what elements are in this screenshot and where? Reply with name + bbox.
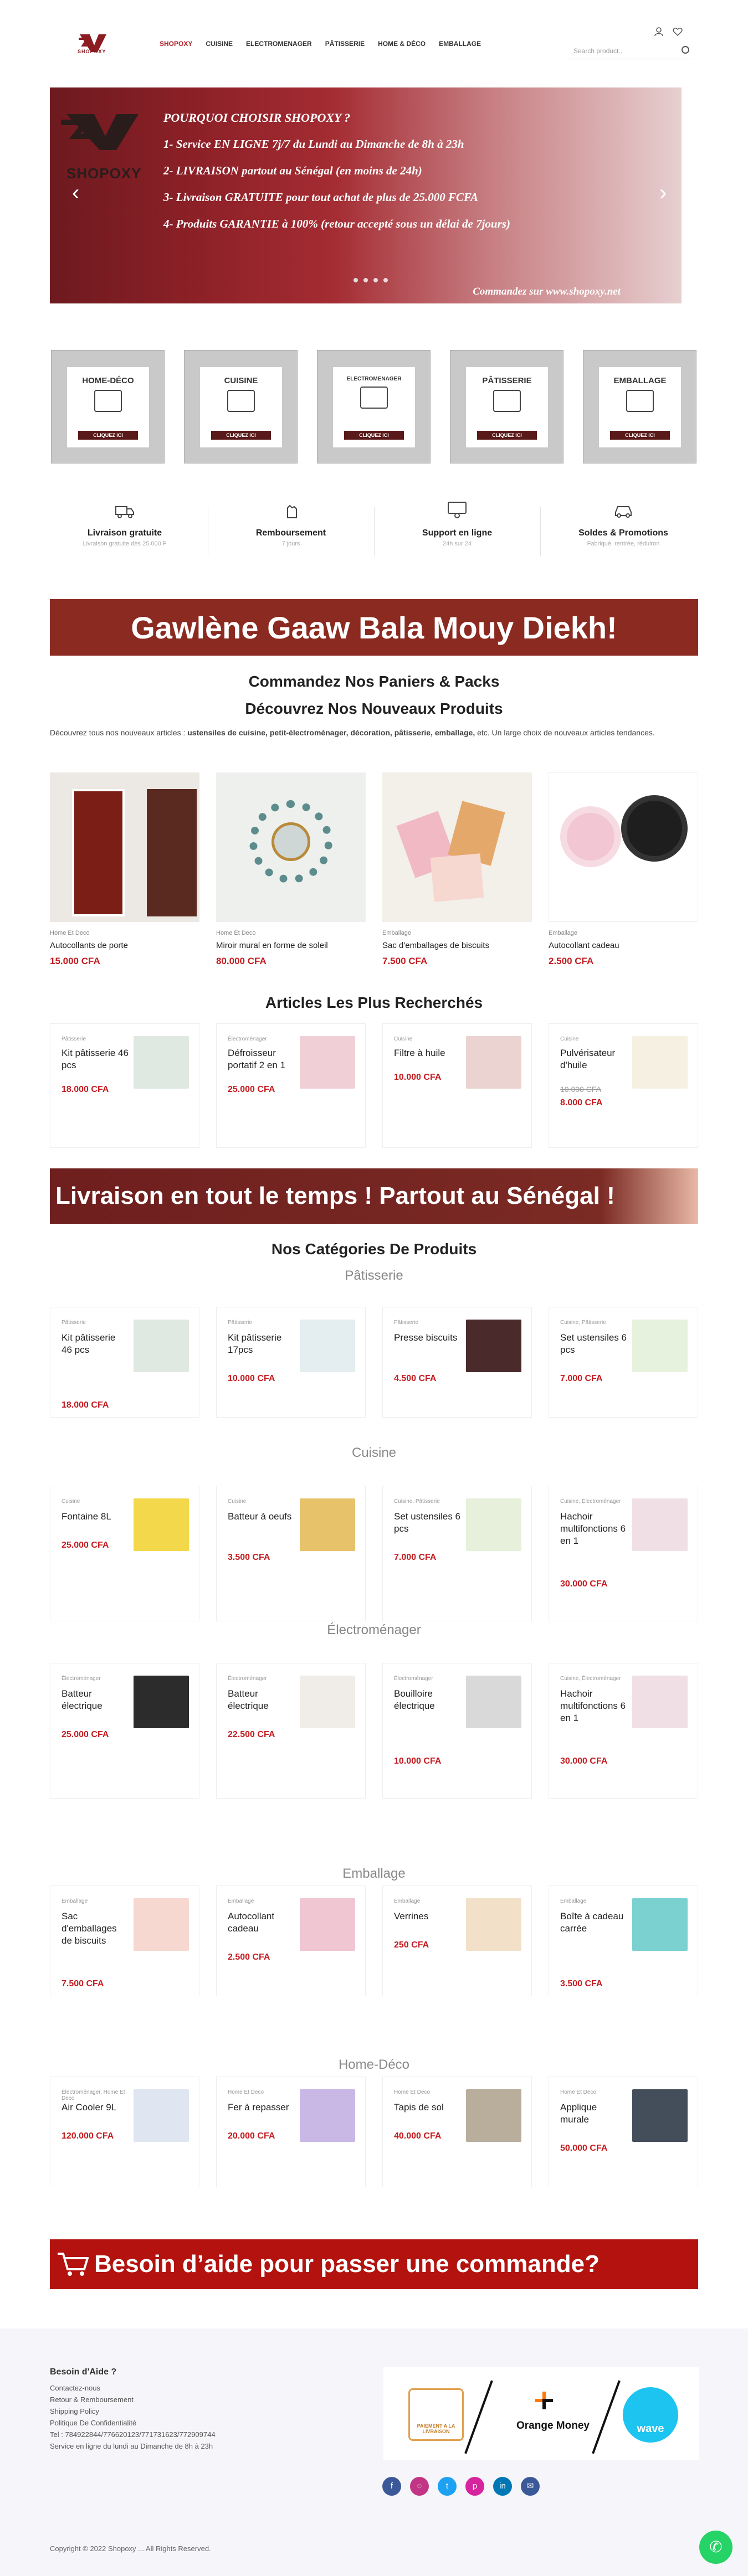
slider-dot[interactable] xyxy=(353,278,358,282)
slider-dot[interactable] xyxy=(373,278,378,282)
product-price: 7.500 CFA xyxy=(62,1979,104,1988)
product-category: Emballage xyxy=(228,1898,254,1904)
kitchen-icon xyxy=(227,390,255,412)
search-icon[interactable] xyxy=(682,46,689,54)
product-image[interactable] xyxy=(632,1676,688,1728)
tile-label: HOME-DÉCO xyxy=(82,376,134,385)
product-image[interactable] xyxy=(300,2089,355,2142)
user-icon[interactable] xyxy=(654,27,664,37)
product-price: 20.000 CFA xyxy=(228,2131,275,2141)
box-icon xyxy=(626,390,654,412)
product-category: Pâtisserie xyxy=(228,1320,252,1326)
product-price: 15.000 CFA xyxy=(50,956,100,966)
desc-text: Découvrez tous nos nouveaux articles : xyxy=(50,728,188,737)
product-name[interactable]: Sac d'emballages de biscuits xyxy=(62,1911,117,1946)
product-category: Électroménager xyxy=(228,1036,267,1042)
footer-hours: Service en ligne du lundi au Dimanche de 8h à 23h xyxy=(50,2442,213,2450)
search-input[interactable] xyxy=(568,43,693,59)
product-category: Cuisine xyxy=(394,1036,413,1042)
product-category: Électroménager xyxy=(394,1676,433,1682)
product-card[interactable] xyxy=(382,1885,532,1996)
hero-title: POURQUOI CHOISIR SHOPOXY ? xyxy=(163,111,351,125)
hero-line: 2- LIVRAISON partout au Sénégal (en moins de 24h) xyxy=(163,164,422,177)
product-category: Emballage xyxy=(62,1898,88,1904)
product-category: Emballage xyxy=(560,1898,587,1904)
product-price: 7.000 CFA xyxy=(394,1553,437,1562)
banner-text: Besoin d’aide pour passer une commande? xyxy=(94,2250,600,2278)
product-card[interactable] xyxy=(50,1307,199,1418)
feature-title: Support en ligne xyxy=(422,528,493,538)
wave-logo: wave xyxy=(623,2387,678,2443)
next-arrow-icon[interactable]: › xyxy=(659,181,667,205)
hero-slider[interactable] xyxy=(50,87,682,303)
slider-dot[interactable] xyxy=(363,278,368,282)
product-price: 10.000 CFA xyxy=(394,1073,442,1082)
product-price: 10.000 CFA xyxy=(228,1374,275,1383)
product-image[interactable] xyxy=(134,1320,189,1372)
product-card[interactable] xyxy=(216,1307,366,1418)
product-name[interactable]: Sac d'emballages de biscuits xyxy=(382,941,489,950)
product-image[interactable] xyxy=(134,1676,189,1728)
product-name[interactable]: Fontaine 8L xyxy=(62,1511,111,1522)
product-image[interactable] xyxy=(549,772,698,922)
tile-label: CUISINE xyxy=(224,376,258,385)
product-card[interactable] xyxy=(382,1023,532,1148)
product-price: 250 CFA xyxy=(394,1940,429,1950)
product-name[interactable]: Applique murale xyxy=(560,2102,597,2125)
product-image[interactable] xyxy=(134,1898,189,1951)
product-card[interactable] xyxy=(549,2077,698,2187)
product-name[interactable]: Set ustensiles 6 pcs xyxy=(394,1511,461,1534)
product-card[interactable] xyxy=(50,772,199,983)
banner-text: Livraison en tout le temps ! Partout au Sénégal ! xyxy=(55,1182,615,1209)
product-image[interactable] xyxy=(466,1898,521,1951)
hero-logo-icon xyxy=(61,109,144,153)
tile-button[interactable]: CLIQUEZ ICI xyxy=(78,431,138,440)
product-category: Home Et Deco xyxy=(394,2089,431,2095)
product-image[interactable] xyxy=(632,1498,688,1551)
product-price: 18.000 CFA xyxy=(62,1400,109,1410)
main-nav xyxy=(160,40,494,48)
car-icon xyxy=(612,501,634,520)
product-category: Emballage xyxy=(549,930,577,936)
product-card[interactable] xyxy=(382,1486,532,1621)
product-category: Cuisine, Électroménager xyxy=(560,1498,621,1505)
tile-button[interactable]: CLIQUEZ ICI xyxy=(610,431,670,440)
product-category: Home Et Deco xyxy=(228,2089,264,2095)
category-group-title: Électroménager xyxy=(327,1622,421,1637)
tile-label: EMBALLAGE xyxy=(613,376,667,385)
product-price: 22.500 CFA xyxy=(228,1730,275,1739)
feature-title: Livraison gratuite xyxy=(87,528,162,538)
new-products-title: Découvrez Nos Nouveaux Produits xyxy=(245,700,503,717)
product-card[interactable] xyxy=(216,1486,366,1621)
cake-icon xyxy=(493,390,521,412)
product-price: 3.500 CFA xyxy=(228,1553,270,1562)
product-price: 2.500 CFA xyxy=(549,956,594,966)
logo-text: SHOPOXY xyxy=(78,49,106,54)
feature-delivery xyxy=(44,501,205,562)
slider-dot[interactable] xyxy=(383,278,388,282)
header-icons xyxy=(654,27,683,37)
product-image[interactable] xyxy=(382,772,532,922)
hero-footer: Commandez sur www.shopoxy.net xyxy=(473,286,621,297)
product-card[interactable] xyxy=(216,772,366,983)
product-image[interactable] xyxy=(50,772,199,922)
product-category: Électroménager xyxy=(228,1676,267,1682)
product-name[interactable]: Défroisseur portatif 2 en 1 xyxy=(228,1048,285,1070)
nav-electromenager[interactable]: ELECTROMENAGER xyxy=(246,40,312,48)
category-group-title: Cuisine xyxy=(351,1445,397,1460)
product-image[interactable] xyxy=(632,1898,688,1951)
product-category: Home Et Deco xyxy=(50,930,90,936)
product-name[interactable]: Kit pâtisserie 17pcs xyxy=(228,1332,282,1355)
product-image[interactable] xyxy=(466,1036,521,1089)
product-category: Pâtisserie xyxy=(394,1320,418,1326)
product-price: 30.000 CFA xyxy=(560,1756,608,1766)
product-category: Home Et Deco xyxy=(216,930,256,936)
payment-methods xyxy=(383,2367,699,2460)
search-placeholder: Search product.. xyxy=(573,47,623,55)
nav-shopoxy[interactable]: SHOPOXY xyxy=(160,40,193,48)
category-tile-patisserie[interactable] xyxy=(450,350,563,463)
footer-link-contact[interactable]: Contactez-nous xyxy=(50,2384,101,2392)
product-card[interactable] xyxy=(50,1486,199,1621)
product-category: Emballage xyxy=(382,930,411,936)
product-image[interactable] xyxy=(632,1320,688,1372)
product-name[interactable]: Hachoir multifonctions 6 en 1 xyxy=(560,1688,626,1723)
feature-subtitle: 7 jours xyxy=(281,540,300,547)
product-card[interactable] xyxy=(216,1023,366,1148)
product-image[interactable] xyxy=(466,2089,521,2142)
tile-label: ELECTROMENAGER xyxy=(346,376,402,382)
product-card[interactable] xyxy=(216,2077,366,2187)
product-card[interactable] xyxy=(382,772,532,983)
product-price: 7.500 CFA xyxy=(382,956,428,966)
slider-dots xyxy=(353,278,388,282)
appliance-icon xyxy=(360,387,388,409)
truck-icon xyxy=(114,501,136,520)
category-group-title: Home-Déco xyxy=(338,2057,410,2072)
product-name[interactable]: Pulvérisateur d'huile xyxy=(560,1048,616,1070)
product-image[interactable] xyxy=(632,1036,688,1089)
category-group-title: Emballage xyxy=(342,1866,406,1881)
product-image[interactable] xyxy=(300,1320,355,1372)
feature-refund xyxy=(211,501,371,562)
product-image[interactable] xyxy=(134,1036,189,1089)
product-card[interactable] xyxy=(50,2077,199,2187)
share-icon[interactable]: ✉ xyxy=(521,2477,540,2496)
product-name[interactable]: Batteur électrique xyxy=(62,1688,103,1711)
hand-icon xyxy=(280,501,302,520)
product-category: Emballage xyxy=(394,1898,421,1904)
product-price: 2.500 CFA xyxy=(228,1952,270,1962)
category-group-title: Pâtisserie xyxy=(345,1268,403,1283)
product-name[interactable]: Miroir mural en forme de soleil xyxy=(216,941,328,950)
product-old-price: 10.000 CFA xyxy=(560,1085,601,1094)
facebook-icon[interactable]: f xyxy=(382,2477,401,2496)
category-tile-electromenager[interactable] xyxy=(317,350,431,463)
product-category: Cuisine, Pâtisserie xyxy=(560,1320,606,1326)
product-name[interactable]: Batteur à oeufs xyxy=(228,1511,292,1522)
desc-text: etc. Un large choix de nouveaux articles tendances. xyxy=(475,728,655,737)
pinterest-icon[interactable]: p xyxy=(465,2477,484,2496)
product-category: Pâtisserie xyxy=(62,1036,86,1042)
product-image[interactable] xyxy=(300,1036,355,1089)
feature-divider xyxy=(540,507,541,557)
site-header xyxy=(0,0,748,83)
product-card[interactable] xyxy=(549,1023,698,1148)
product-card[interactable] xyxy=(50,1885,199,1996)
product-category: Pâtisserie xyxy=(62,1320,86,1326)
product-price: 3.500 CFA xyxy=(560,1979,603,1988)
category-tile-emballage[interactable] xyxy=(583,350,696,463)
product-card[interactable] xyxy=(382,1663,532,1799)
orange-money-logo: Orange Money xyxy=(516,2420,590,2431)
footer-link-privacy[interactable]: Politique De Confidentialité xyxy=(50,2419,137,2427)
product-price: 4.500 CFA xyxy=(394,1374,437,1383)
cash-on-delivery-logo: PAIEMENT A LA LIVRAISON xyxy=(408,2388,464,2441)
product-card[interactable] xyxy=(216,1885,366,1996)
product-name[interactable]: Verrines xyxy=(394,1911,429,1921)
instagram-icon[interactable]: ◌ xyxy=(410,2477,429,2496)
feature-support xyxy=(377,501,537,562)
product-card[interactable] xyxy=(216,1663,366,1799)
product-category: Cuisine, Électroménager xyxy=(560,1676,621,1682)
searched-title: Articles Les Plus Recherchés xyxy=(265,994,483,1011)
product-price: 25.000 CFA xyxy=(62,1541,109,1550)
packs-title: Commandez Nos Paniers & Packs xyxy=(248,673,500,690)
nav-patisserie[interactable]: PÂTISSERIE xyxy=(325,40,365,48)
feature-subtitle: Fabriqué, rentrée, réduiron xyxy=(587,540,660,547)
category-tile-cuisine[interactable] xyxy=(184,350,298,463)
feature-divider xyxy=(374,507,375,557)
product-name[interactable]: Autocollants de porte xyxy=(50,941,128,950)
product-name[interactable]: Tapis de sol xyxy=(394,2102,444,2113)
cart-icon xyxy=(55,2250,89,2278)
delivery-banner xyxy=(50,1168,698,1224)
product-image[interactable] xyxy=(300,1898,355,1951)
product-category: Électroménager, Home Et Deco xyxy=(62,2089,125,2101)
product-name[interactable]: Fer à repasser xyxy=(228,2102,289,2113)
product-name[interactable]: Air Cooler 9L xyxy=(62,2102,117,2113)
footer-link-shipping[interactable]: Shipping Policy xyxy=(50,2407,99,2415)
nav-emballage[interactable]: EMBALLAGE xyxy=(439,40,481,48)
promo-banner xyxy=(50,599,698,656)
product-name[interactable]: Boîte à cadeau carrée xyxy=(560,1911,624,1934)
help-title: Besoin d'Aide ? xyxy=(50,2367,117,2377)
product-name[interactable]: Set ustensiles 6 pcs xyxy=(560,1332,627,1355)
product-name[interactable]: Filtre à huile xyxy=(394,1048,445,1058)
product-category: Électroménager xyxy=(62,1676,101,1682)
heart-icon[interactable] xyxy=(673,27,683,37)
tile-button[interactable]: CLIQUEZ ICI xyxy=(344,431,404,440)
product-image[interactable] xyxy=(300,1676,355,1728)
feature-subtitle: 24h sur 24 xyxy=(443,540,472,547)
product-image[interactable] xyxy=(134,2089,189,2142)
linkedin-icon[interactable]: in xyxy=(493,2477,512,2496)
hero-line: 4- Produits GARANTIE à 100% (retour accepté sous un délai de 7jours) xyxy=(163,217,510,230)
feature-sales xyxy=(543,501,704,562)
product-image[interactable] xyxy=(300,1498,355,1551)
product-category: Cuisine, Pâtisserie xyxy=(394,1498,440,1505)
nav-home-deco[interactable]: HOME & DÉCO xyxy=(378,40,426,48)
tile-button[interactable]: CLIQUEZ ICI xyxy=(477,431,537,440)
footer-link-refund[interactable]: Retour & Remboursement xyxy=(50,2395,134,2404)
category-tile-home-deco[interactable] xyxy=(51,350,165,463)
product-price: 30.000 CFA xyxy=(560,1579,608,1589)
product-image[interactable] xyxy=(216,772,366,922)
product-price: 18.000 CFA xyxy=(62,1085,109,1094)
product-category: Cuisine xyxy=(62,1498,80,1505)
prev-arrow-icon[interactable]: ‹ xyxy=(72,181,80,205)
copyright: Copyright © 2022 Shopoxy ... All Rights Reserved. xyxy=(50,2544,211,2553)
tile-button[interactable]: CLIQUEZ ICI xyxy=(211,431,271,440)
banner-text: Gawlène Gaaw Bala Mouy Diekh! xyxy=(131,610,617,645)
product-card[interactable] xyxy=(50,1663,199,1799)
product-price: 8.000 CFA xyxy=(560,1098,603,1107)
product-category: Cuisine xyxy=(228,1498,247,1505)
product-category: Home Et Deco xyxy=(560,2089,597,2095)
footer-phone: Tel : 784922844/776620123/771731623/772909744 xyxy=(50,2430,216,2439)
product-name[interactable]: Kit pâtisserie 46 pcs xyxy=(62,1048,129,1070)
categories-title: Nos Catégories De Produits xyxy=(271,1240,477,1258)
new-products-description xyxy=(50,727,698,739)
desc-bold: ustensiles de cuisine, petit-électroménager, décoration, pâtisserie, emballage, xyxy=(187,728,475,737)
product-image[interactable] xyxy=(466,1676,521,1728)
feature-title: Soldes & Promotions xyxy=(578,528,668,538)
help-banner xyxy=(50,2239,698,2289)
hero-brand: SHOPOXY xyxy=(66,165,142,182)
product-card[interactable] xyxy=(549,772,698,983)
divider-slash xyxy=(592,2381,621,2454)
product-name[interactable]: Bouilloire électrique xyxy=(394,1688,435,1711)
product-name[interactable]: Kit pâtisserie 46 pcs xyxy=(62,1332,116,1355)
product-image[interactable] xyxy=(466,1498,521,1551)
product-card[interactable] xyxy=(549,1486,698,1621)
orange-arrows-icon xyxy=(533,2389,555,2412)
whatsapp-icon[interactable]: ✆ xyxy=(699,2531,732,2564)
product-price: 120.000 CFA xyxy=(62,2131,114,2141)
product-name[interactable]: Presse biscuits xyxy=(394,1332,458,1343)
product-image[interactable] xyxy=(466,1320,521,1372)
nav-cuisine[interactable]: CUISINE xyxy=(206,40,233,48)
product-card[interactable] xyxy=(549,1885,698,1996)
product-name[interactable]: Batteur électrique xyxy=(228,1688,269,1711)
product-price: 10.000 CFA xyxy=(394,1756,442,1766)
feature-title: Remboursement xyxy=(255,528,326,538)
chat-support-icon xyxy=(446,501,468,520)
product-name[interactable]: Autocollant cadeau xyxy=(549,941,619,950)
product-card[interactable] xyxy=(50,1023,199,1148)
product-card[interactable] xyxy=(382,2077,532,2187)
twitter-icon[interactable]: t xyxy=(438,2477,457,2496)
product-price: 25.000 CFA xyxy=(62,1730,109,1739)
product-card[interactable] xyxy=(549,1307,698,1418)
feature-subtitle: Livraison gratuite dès 25.000 F xyxy=(83,540,167,547)
divider-slash xyxy=(464,2381,493,2454)
product-price: 80.000 CFA xyxy=(216,956,267,966)
sofa-icon xyxy=(94,390,122,412)
product-name[interactable]: Hachoir multifonctions 6 en 1 xyxy=(560,1511,626,1546)
product-image[interactable] xyxy=(134,1498,189,1551)
product-price: 25.000 CFA xyxy=(228,1085,275,1094)
hero-line: 3- Livraison GRATUITE pour tout achat de plus de 25.000 FCFA xyxy=(163,190,479,204)
product-price: 7.000 CFA xyxy=(560,1374,603,1383)
product-image[interactable] xyxy=(632,2089,688,2142)
product-name[interactable]: Autocollant cadeau xyxy=(228,1911,275,1934)
product-category: Cuisine xyxy=(560,1036,579,1042)
product-card[interactable] xyxy=(549,1663,698,1799)
product-price: 40.000 CFA xyxy=(394,2131,442,2141)
tile-label: PÂTISSERIE xyxy=(482,376,532,385)
product-card[interactable] xyxy=(382,1307,532,1418)
hero-line: 1- Service EN LIGNE 7j/7 du Lundi au Dimanche de 8h à 23h xyxy=(163,137,464,151)
product-price: 50.000 CFA xyxy=(560,2144,608,2153)
site-footer xyxy=(0,2328,748,2576)
